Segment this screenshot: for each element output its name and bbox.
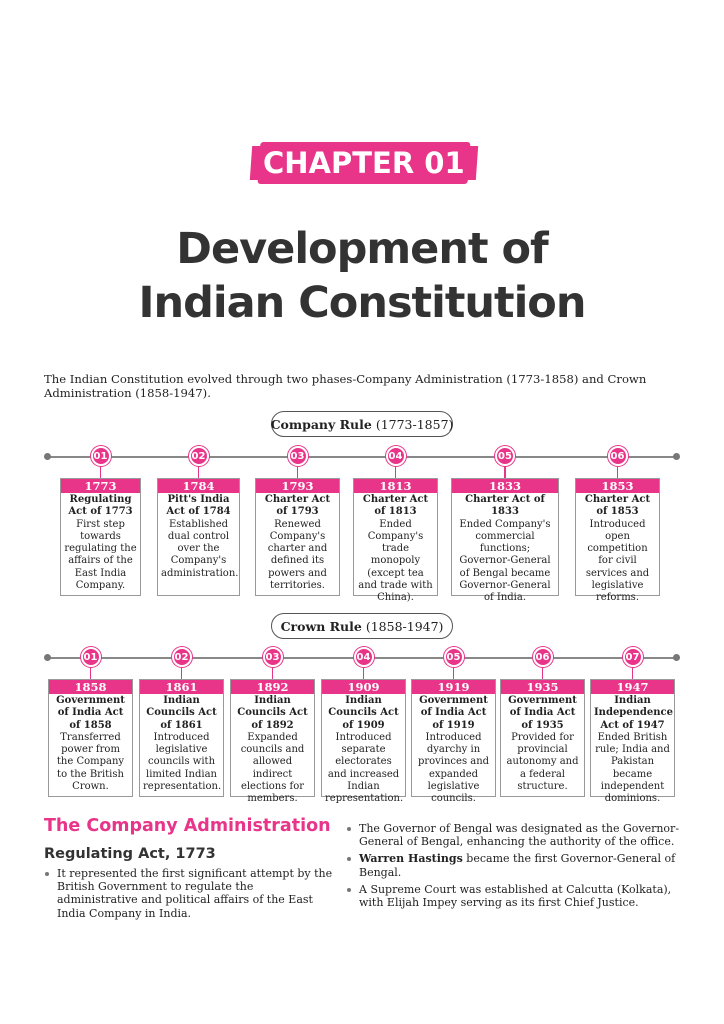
card-act-name: Indian Independence Act of 1947 [594,695,674,731]
company-rule-connector [100,466,102,478]
card-description: Introduced open competition for civil services and legislative reforms. [585,518,650,604]
crown-rule-connector [272,667,274,679]
intro-paragraph: The Indian Constitution evolved through two phases-Company Administration (1773-1858) and Crown Administration (1858-1947). [44,372,647,400]
left-bullet-list [44,867,334,920]
company-rule-number-2: 02 [189,446,209,466]
card-year: 1813 [354,479,437,493]
crown-rule-number-1: 01 [81,647,101,667]
crown-timeline-end-dot [673,654,680,661]
crown-rule-number-4: 04 [354,647,374,667]
crown-rule-pill [271,613,453,639]
card-act-name: Charter Act of 1793 [264,494,331,518]
page-title [0,222,724,330]
card-act-name: Government of India Act of 1935 [508,695,577,731]
card-description: Ended British rule; India and Pakistan became independent dominions. [595,731,670,805]
crown-rule-card [411,679,496,805]
card-year: 1853 [576,479,659,493]
crown-rule-connector [453,667,455,679]
crown-rule-number-6: 06 [533,647,553,667]
crown-rule-connector [542,667,544,679]
company-rule-number-6: 06 [608,446,628,466]
company-timeline-end-dot [673,453,680,460]
card-year: 1947 [591,680,674,694]
chapter-label: CHAPTER 01 [263,146,465,180]
card-year: 1858 [49,680,132,694]
card-year: 1793 [256,479,339,493]
bullet-item: A Supreme Court was established at Calcutta (Kolkata), with Elijah Impey serving as its first Chief Justice. [346,883,691,909]
warren-hastings: Warren Hastings [359,852,463,866]
card-act-name: Charter Act of 1853 [584,494,651,518]
company-timeline-line [48,456,676,458]
card-year: 1861 [140,680,223,694]
card-year: 1892 [231,680,314,694]
right-bullet-list [346,822,691,909]
crown-rule-connector [632,667,634,679]
card-description: Provided for provincial autonomy and a federal structure. [506,731,579,793]
company-rule-connector [297,466,299,478]
card-act-name: Regulating Act of 1773 [68,494,133,518]
card-year: 1773 [61,479,140,493]
company-rule-number-4: 04 [386,446,406,466]
crown-rule-card [590,679,675,805]
card-description: First step towards regulating the affairs of the East India Company. [64,518,137,592]
card-year: 1935 [501,680,584,694]
bullet-item [346,852,691,878]
crown-rule-card [48,679,133,797]
card-description: Introduced separate electorates and increased Indian representation. [325,731,404,805]
company-rule-connector [395,466,397,478]
company-timeline-start-dot [44,453,51,460]
subsection-heading: Regulating Act, 1773 [44,846,216,862]
crown-rule-connector [181,667,183,679]
card-description: Introduced legislative councils with limited Indian representation. [143,731,222,793]
card-description: Established dual control over the Company's administration. [161,518,239,579]
crown-rule-number-5: 05 [444,647,464,667]
title-line-2: Indian Constitution [138,278,586,328]
company-rule-number-3: 03 [288,446,308,466]
company-rule-number-5: 05 [495,446,515,466]
company-rule-card [451,478,559,604]
card-act-name: Government of India Act of 1858 [56,695,125,731]
card-act-name: Pitt's India Act of 1784 [166,494,231,518]
company-rule-pill [271,411,453,437]
bullet-item: The Governor of Bengal was designated as the Governor-General of Bengal, enhancing the authority of the office. [346,822,691,848]
company-rule-card [255,478,340,596]
crown-rule-connector [363,667,365,679]
company-rule-range: (1773-1857) [375,416,454,432]
card-act-name: Indian Councils Act of 1892 [237,695,308,731]
company-rule-card [353,478,438,604]
company-rule-card [60,478,141,596]
bullet-rest: became the first Governor-General of Bengal. [359,852,676,879]
company-rule-card [157,478,240,596]
card-description: Ended Company's commercial functions; Governor-General of Bengal became Governor-General of India. [459,518,551,604]
title-line-1: Development of [176,224,548,274]
bullet-item: It represented the first significant attempt by the British Government to regulate the administrative and political affairs of the East India Company in India. [44,867,334,920]
crown-rule-card [230,679,315,805]
crown-rule-label: Crown Rule [280,618,362,634]
card-act-name: Charter Act of 1833 [465,494,545,518]
crown-rule-number-3: 03 [263,647,283,667]
card-description: Introduced dyarchy in provinces and expanded legislative councils. [417,731,490,805]
crown-timeline-start-dot [44,654,51,661]
company-rule-connector [617,466,619,478]
card-description: Transferred power from the Company to the British Crown. [56,731,125,793]
crown-rule-card [321,679,406,805]
crown-rule-card [139,679,224,797]
company-rule-label: Company Rule [270,416,372,432]
chapter-badge [258,142,471,184]
crown-rule-range: (1858-1947) [365,618,444,634]
card-act-name: Indian Councils Act of 1909 [328,695,399,731]
card-year: 1919 [412,680,495,694]
card-act-name: Charter Act of 1813 [362,494,429,518]
card-act-name: Indian Councils Act of 1861 [146,695,217,731]
card-year: 1833 [452,479,558,493]
card-description: Ended Company's trade monopoly (except tea and trade with China). [358,518,433,604]
company-rule-card [575,478,660,604]
crown-rule-number-2: 02 [172,647,192,667]
crown-rule-number-7: 07 [623,647,643,667]
crown-rule-card [500,679,585,797]
card-act-name: Government of India Act of 1919 [419,695,488,731]
section-heading: The Company Administration [44,816,331,836]
company-rule-connector [504,466,506,478]
card-description: Expanded councils and allowed indirect elections for members. [240,731,305,805]
card-year: 1784 [158,479,239,493]
crown-rule-connector [90,667,92,679]
company-rule-number-1: 01 [91,446,111,466]
card-description: Renewed Company's charter and defined its powers and territories. [267,518,328,592]
card-year: 1909 [322,680,405,694]
company-rule-connector [198,466,200,478]
